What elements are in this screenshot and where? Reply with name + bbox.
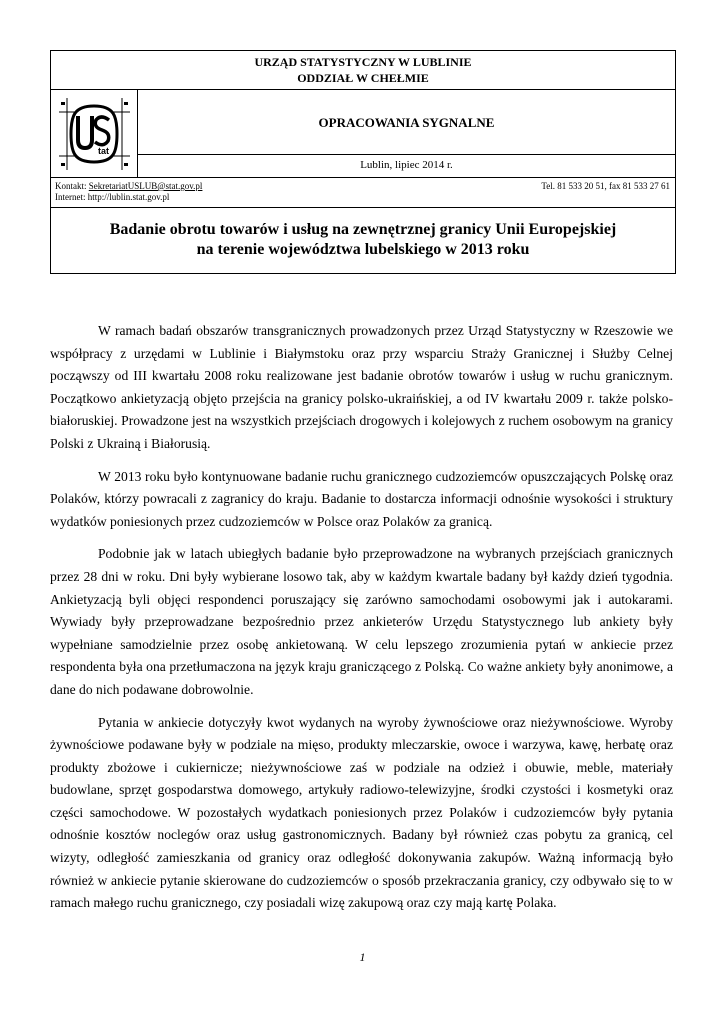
document-title (51, 208, 675, 275)
svg-text:tat: tat (98, 146, 109, 156)
paragraph: Pytania w ankiecie dotyczyły kwot wydanych na wyroby żywnościowe oraz nieżywnościowe. Wyroby żywnościowe podawane były w podziale na mięso, produkty mleczarskie, owoce i warzywa, kawę, herbatę oraz produkty zbożowe i cukiernicze; nieżywnościowe zaś w podziale na odzież i obuwie, meble, materiały budowlane, sprzęt gospodarstwa domowego, artykuły radiowo-telewizyjne, środki czystości i kosmetyki oraz części samochodowe. W pozostałych wydatkach poniesionych przez Polaków i cudzoziemców były pytania odnośnie kosztów noclegów oraz usług gastronomicznych. Badany był również czas pobytu za granicą, cel wizyty, odległość zamieszkania od granicy oraz odległość dokonywania zakupów. Ważną informacją było również w ankiecie pytanie skierowane do cudzoziemców o sposób przekraczania granicy, czy odbywało się to w ramach małego ruchu granicznego, czy posiadali wizę zakupową oraz czy mają kartę Polaka. (50, 714, 673, 911)
series-title: OPRACOWANIA SYGNALNE (138, 90, 675, 155)
document-title-line2: na terenie województwa lubelskiego w 2013 roku (196, 241, 530, 258)
contact-row (51, 178, 675, 208)
office-name: URZĄD STATYSTYCZNY W LUBLINIE (254, 55, 472, 69)
office-name-row (51, 51, 675, 90)
header-box (50, 50, 676, 274)
paragraph: W 2013 roku było kontynuowane badanie ruchu granicznego cudzoziemców opuszczających Polskę oraz Polaków, którzy powracali z zagranicy do kraju. Badanie to dostarcza informacji odnośnie wysokości i struktury wydatków poniesionych przez cudzoziemców w Polsce oraz Polaków za granicą. (50, 468, 673, 529)
logo-cell (51, 90, 138, 177)
paragraph: W ramach badań obszarów transgranicznych prowadzonych przez Urząd Statystyczny w Rzeszowie we współpracy z urzędami w Lublinie i Białymstoku oraz przy wsparciu Straży Granicznej i Służby Celnej począwszy od III kwartału 2008 roku realizowane jest badanie obrotów towarów i usług w ruchu granicznym. Początkowo ankietyzacją objęto przejścia na granicy polsko-ukraińskiej, a od IV kwartału 2009 r. także polsko-białoruskiej. Prowadzone jest na wszystkich przejściach drogowych i kolejowych z ruchem osobowym na granicy Polski z Ukrainą i Białorusią. (50, 323, 673, 451)
office-branch: ODDZIAŁ W CHEŁMIE (297, 71, 429, 85)
internet-line (55, 192, 671, 203)
phone-fax: Tel. 81 533 20 51, fax 81 533 27 61 (541, 181, 670, 191)
body-text (50, 320, 673, 925)
document-title-line1: Badanie obrotu towarów i usług na zewnętrznej granicy Unii Europejskiej (109, 221, 617, 238)
ustat-logo-icon (51, 90, 138, 178)
email-link[interactable]: SekretariatUSLUB@stat.gov.pl (88, 181, 203, 191)
website-link[interactable]: http://lublin.stat.gov.pl (87, 192, 170, 202)
page-number: 1 (359, 950, 366, 964)
paragraph: Podobnie jak w latach ubiegłych badanie było przeprowadzone na wybranych przejściach granicznych przez 28 dni w roku. Dni były wybierane losowo tak, aby w każdym kwartale badany był każdy dzień tygodnia. Ankietyzacją byli objęci respondenci poruszający się zarówno samochodami osobowymi jak i autokarami. Wywiady były przeprowadzane bezpośrednio przez ankieterów Urzędu Statystycznego lub ankiety były wypełniane samodzielnie przez osobę ankietowaną. W celu lepszego zrozumienia pytań w ankiecie przez respondenta była ona przetłumaczona na język kraju graniczącego z Polską. Co ważne ankiety były anonimowe, a dane do nich podawane dobrowolnie. (50, 546, 673, 697)
logo-row (51, 90, 675, 178)
internet-label: Internet: (55, 192, 86, 202)
contact-label: Kontakt: (55, 181, 87, 191)
publication-date: Lublin, lipiec 2014 r. (360, 159, 453, 171)
